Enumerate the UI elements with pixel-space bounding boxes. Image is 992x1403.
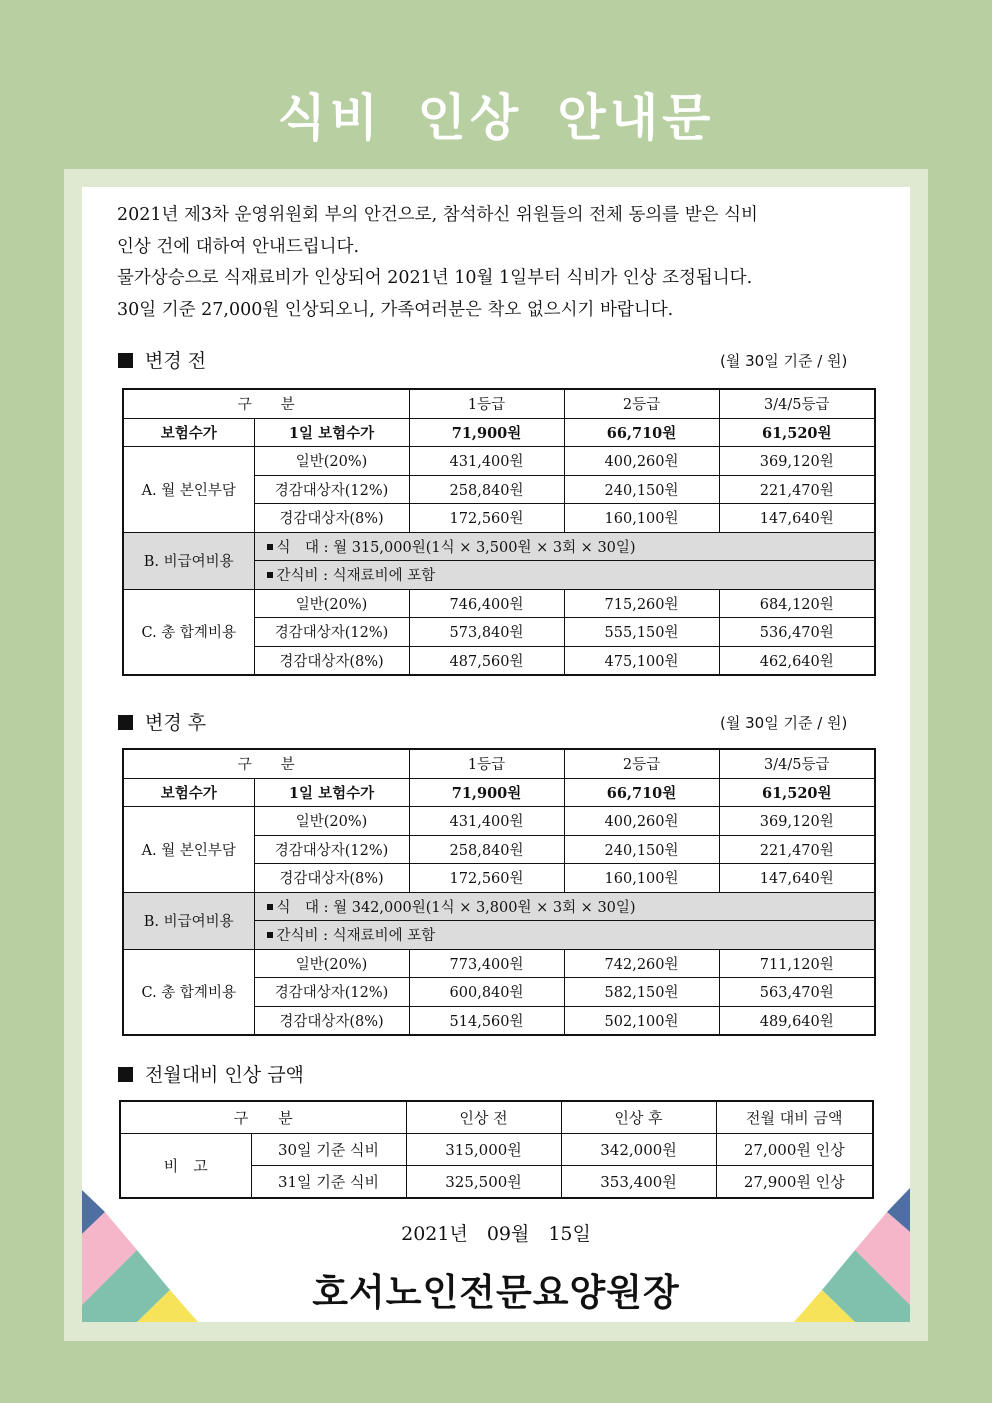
page-title: 식비 인상 안내문 <box>277 89 715 147</box>
type-cell: 경감대상자(12%) <box>254 978 409 1007</box>
section-heading-before: 변경 전 <box>118 346 206 373</box>
value-cell: 369,120원 <box>719 447 875 476</box>
value-cell: 582,150원 <box>564 978 719 1007</box>
value-cell: 431,400원 <box>409 807 564 836</box>
table-row <box>123 447 875 476</box>
value-cell: 325,500원 <box>406 1166 561 1199</box>
type-cell: 경감대상자(12%) <box>254 475 409 504</box>
row-label: B. 비급여비용 <box>123 892 254 949</box>
square-bullet-icon <box>118 715 133 730</box>
table-row <box>123 532 875 561</box>
row-label: B. 비급여비용 <box>123 532 254 589</box>
intro-text <box>117 200 877 326</box>
value-cell: 746,400원 <box>409 589 564 618</box>
notice-date: 2021년 09월 15일 <box>401 1223 591 1245</box>
value-cell: 160,100원 <box>564 504 719 533</box>
intro-line: 30일 기준 27,000원 인상되오니, 가족여러분은 착오 없으시기 바랍니다. <box>117 299 674 320</box>
snack-cost-line: 간식비 : 식재료비에 포함 <box>254 921 875 950</box>
value-cell: 172,560원 <box>409 504 564 533</box>
header-cell: 인상 후 <box>561 1101 716 1134</box>
value-cell: 353,400원 <box>561 1166 716 1199</box>
table-header-row <box>123 389 875 418</box>
value-cell: 462,640원 <box>719 646 875 675</box>
row-label: 보험수가 <box>123 778 254 807</box>
header-cell: 1등급 <box>409 389 564 418</box>
value-cell: 514,560원 <box>409 1006 564 1035</box>
value-cell: 66,710원 <box>564 418 719 447</box>
section-heading-after: 변경 후 <box>118 708 206 735</box>
type-cell: 경감대상자(8%) <box>254 504 409 533</box>
row-sublabel: 1일 보험수가 <box>254 418 409 447</box>
row-label: 보험수가 <box>123 418 254 447</box>
row-sublabel: 1일 보험수가 <box>254 778 409 807</box>
value-cell: 563,470원 <box>719 978 875 1007</box>
type-cell: 일반(20%) <box>254 447 409 476</box>
value-cell: 431,400원 <box>409 447 564 476</box>
unit-note: (월 30일 기준 / 원) <box>720 714 848 732</box>
row-label: C. 총 합계비용 <box>123 949 254 1035</box>
meal-cost-line: 식 대 : 월 342,000원(1식 × 3,800원 × 3회 × 30일) <box>254 892 875 921</box>
value-cell: 61,520원 <box>719 418 875 447</box>
value-cell: 61,520원 <box>719 778 875 807</box>
header-cell: 2등급 <box>564 749 719 778</box>
value-cell: 369,120원 <box>719 807 875 836</box>
snack-cost-line: 간식비 : 식재료비에 포함 <box>254 561 875 590</box>
value-cell: 147,640원 <box>719 504 875 533</box>
value-cell: 27,900원 인상 <box>716 1166 873 1199</box>
type-cell: 일반(20%) <box>254 949 409 978</box>
value-cell: 475,100원 <box>564 646 719 675</box>
header-cell: 구 분 <box>123 749 409 778</box>
value-cell: 684,120원 <box>719 589 875 618</box>
value-cell: 742,260원 <box>564 949 719 978</box>
value-cell: 66,710원 <box>564 778 719 807</box>
intro-line: 2021년 제3차 운영위원회 부의 안건으로, 참석하신 위원들의 전체 동의를 받은 식비 <box>117 205 758 225</box>
table-row <box>123 589 875 618</box>
fee-table-before <box>122 388 876 676</box>
row-label: A. 월 본인부담 <box>123 447 254 533</box>
table-row <box>123 892 875 921</box>
value-cell: 536,470원 <box>719 618 875 647</box>
table-row <box>123 949 875 978</box>
value-cell: 555,150원 <box>564 618 719 647</box>
type-cell: 일반(20%) <box>254 589 409 618</box>
intro-line: 인상 건에 대하여 안내드립니다. <box>117 236 360 257</box>
header-cell: 전월 대비 금액 <box>716 1101 873 1134</box>
intro-line: 물가상승으로 식재료비가 인상되어 2021년 10월 1일부터 식비가 인상 조정됩니다. <box>117 268 753 288</box>
item-cell: 30일 기준 식비 <box>251 1134 406 1166</box>
table-header-row <box>123 749 875 778</box>
row-label: A. 월 본인부담 <box>123 807 254 893</box>
table-row <box>123 807 875 836</box>
section-heading-compare: 전월대비 인상 금액 <box>118 1060 304 1087</box>
table-header-row <box>120 1101 873 1134</box>
square-bullet-icon <box>267 932 273 938</box>
value-cell: 400,260원 <box>564 447 719 476</box>
header-cell: 구 분 <box>123 389 409 418</box>
value-cell: 240,150원 <box>564 835 719 864</box>
header-cell: 1등급 <box>409 749 564 778</box>
meal-cost-line: 식 대 : 월 315,000원(1식 × 3,500원 × 3회 × 30일) <box>254 532 875 561</box>
value-cell: 342,000원 <box>561 1134 716 1166</box>
type-cell: 경감대상자(8%) <box>254 1006 409 1035</box>
value-cell: 487,560원 <box>409 646 564 675</box>
row-label: 비 고 <box>120 1134 251 1199</box>
insurance-row <box>123 778 875 807</box>
header-cell: 인상 전 <box>406 1101 561 1134</box>
square-bullet-icon <box>267 544 273 550</box>
value-cell: 773,400원 <box>409 949 564 978</box>
value-cell: 71,900원 <box>409 778 564 807</box>
value-cell: 400,260원 <box>564 807 719 836</box>
value-cell: 711,120원 <box>719 949 875 978</box>
value-cell: 315,000원 <box>406 1134 561 1166</box>
insurance-row <box>123 418 875 447</box>
square-bullet-icon <box>118 1067 133 1082</box>
type-cell: 경감대상자(12%) <box>254 835 409 864</box>
value-cell: 502,100원 <box>564 1006 719 1035</box>
type-cell: 경감대상자(8%) <box>254 864 409 893</box>
type-cell: 일반(20%) <box>254 807 409 836</box>
fee-table-after <box>122 748 876 1036</box>
square-bullet-icon <box>267 572 273 578</box>
value-cell: 573,840원 <box>409 618 564 647</box>
header-cell: 구 분 <box>120 1101 406 1134</box>
type-cell: 경감대상자(12%) <box>254 618 409 647</box>
value-cell: 160,100원 <box>564 864 719 893</box>
row-label: C. 총 합계비용 <box>123 589 254 675</box>
item-cell: 31일 기준 식비 <box>251 1166 406 1199</box>
header-cell: 2등급 <box>564 389 719 418</box>
value-cell: 489,640원 <box>719 1006 875 1035</box>
value-cell: 258,840원 <box>409 835 564 864</box>
unit-note: (월 30일 기준 / 원) <box>720 352 848 370</box>
table-row <box>120 1134 873 1166</box>
value-cell: 71,900원 <box>409 418 564 447</box>
square-bullet-icon <box>118 353 133 368</box>
value-cell: 600,840원 <box>409 978 564 1007</box>
header-cell: 3/4/5등급 <box>719 749 875 778</box>
value-cell: 240,150원 <box>564 475 719 504</box>
square-bullet-icon <box>267 904 273 910</box>
value-cell: 27,000원 인상 <box>716 1134 873 1166</box>
value-cell: 715,260원 <box>564 589 719 618</box>
value-cell: 221,470원 <box>719 475 875 504</box>
type-cell: 경감대상자(8%) <box>254 646 409 675</box>
value-cell: 258,840원 <box>409 475 564 504</box>
comparison-table <box>119 1100 874 1199</box>
organization-signature: 호서노인전문요양원장 <box>312 1271 680 1314</box>
value-cell: 147,640원 <box>719 864 875 893</box>
value-cell: 221,470원 <box>719 835 875 864</box>
value-cell: 172,560원 <box>409 864 564 893</box>
header-cell: 3/4/5등급 <box>719 389 875 418</box>
